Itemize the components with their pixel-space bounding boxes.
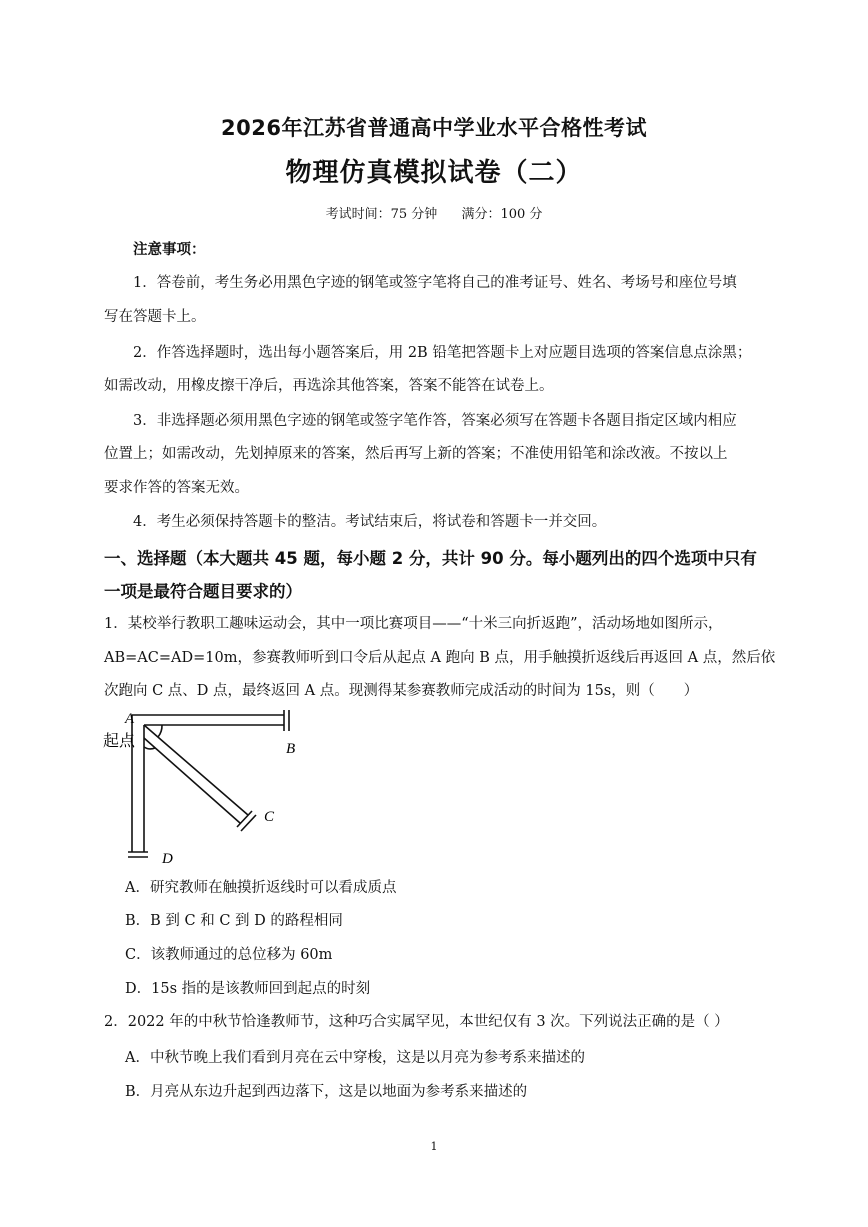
q1-stem-line-3: 次跑向 C 点、D 点，最终返回 A 点。现测得某参赛教师完成活动的时间为 15s，则（ ） [104, 683, 699, 699]
q2-stem: 2．2022 年的中秋节恰逢教师节，这种巧合实属罕见，本世纪仅有 3 次。下列说法正确的是（ ） [104, 1014, 729, 1030]
exam-time: 考试时间：75 分钟 [325, 207, 438, 222]
q1-option-d: D．15s 指的是该教师回到起点的时刻 [125, 981, 371, 997]
q1-stem-line-2: AB=AC=AD=10m，参赛教师听到口令后从起点 A 跑向 B 点，用手触摸折返线后再返回 A 点，然后依 [104, 650, 776, 666]
exam-meta [0, 203, 868, 222]
notice-item-4: 4．考生必须保持答题卡的整洁。考试结束后，将试卷和答题卡一并交回。 [133, 514, 607, 530]
section-1-heading-line-1: 一、选择题（本大题共 45 题，每小题 2 分，共计 90 分。每小题列出的四个选项中只有 [104, 549, 757, 568]
full-score: 满分：100 分 [461, 207, 543, 222]
turn-line-c [237, 811, 252, 827]
page-number: 1 [430, 1140, 438, 1153]
section-1-heading-line-2: 一项是最符合题目要求的） [104, 582, 302, 601]
notice-item-2-line-1: 2．作答选择题时，选出每小题答案后，用 2B 铅笔把答题卡上对应题目选项的答案信息点涂黑； [133, 345, 752, 361]
notice-item-3-line-2: 位置上；如需改动，先划掉原来的答案，然后再写上新的答案；不准使用铅笔和涂改液。不按以上 [104, 446, 728, 462]
q1-field-diagram [100, 705, 310, 870]
exam-title: 2026年江苏省普通高中学业水平合格性考试 [221, 116, 647, 140]
label-b: B [286, 741, 296, 757]
q2-option-b: B．月亮从东边升起到西边落下，这是以地面为参考系来描述的 [125, 1084, 528, 1100]
q1-option-c: C．该教师通过的总位移为 60m [125, 947, 333, 963]
label-c: C [264, 809, 275, 825]
label-start: 起点 [103, 731, 136, 750]
track-ac-lower [144, 738, 240, 823]
label-d: D [162, 851, 173, 867]
q1-option-b: B．B 到 C 和 C 到 D 的路程相同 [125, 913, 343, 929]
label-a: A [125, 711, 135, 727]
notice-item-3-line-3: 要求作答的答案无效。 [104, 480, 249, 496]
angle-arc-bac [158, 725, 162, 737]
q1-option-a: A．研究教师在触摸折返线时可以看成质点 [125, 880, 397, 896]
track-ac-upper [144, 725, 248, 815]
notice-item-2-line-2: 如需改动，用橡皮擦干净后，再选涂其他答案，答案不能答在试卷上。 [104, 378, 554, 394]
notice-item-3-line-1: 3．非选择题必须用黑色字迹的钢笔或签字笔作答，答案必须写在答题卡各题目指定区域内相应 [133, 413, 737, 429]
notice-item-1-line-2: 写在答题卡上。 [104, 309, 206, 325]
notice-item-1-line-1: 1．答卷前，考生务必用黑色字迹的钢笔或签字笔将自己的准考证号、姓名、考场号和座位号填 [133, 275, 737, 291]
q2-option-a: A．中秋节晚上我们看到月亮在云中穿梭，这是以月亮为参考系来描述的 [125, 1050, 585, 1066]
turn-line-c-2 [241, 815, 256, 831]
paper-subtitle: 物理仿真模拟试卷（二） [285, 158, 583, 188]
notice-heading: 注意事项： [133, 241, 206, 258]
q1-stem-line-1: 1．某校举行教职工趣味运动会，其中一项比赛项目——“十米三向折返跑”，活动场地如图所示， [104, 616, 723, 632]
